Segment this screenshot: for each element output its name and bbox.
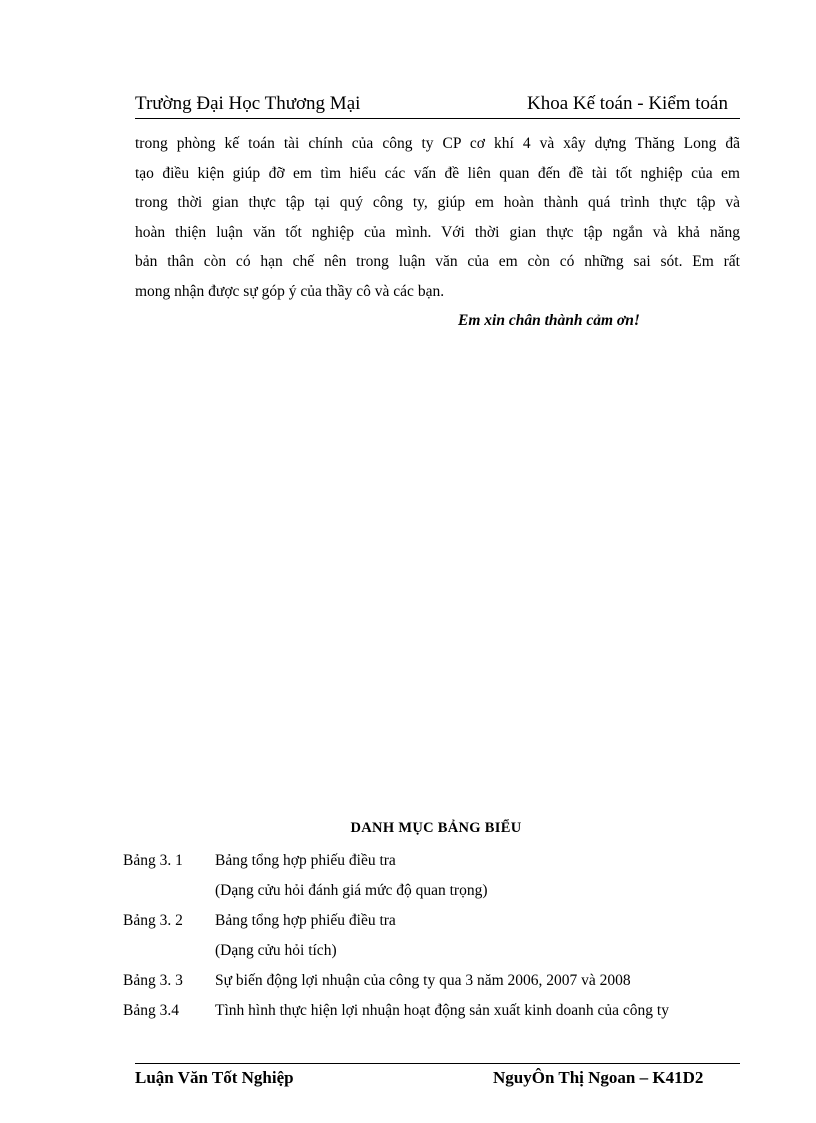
acknowledgement-paragraph — [135, 129, 740, 307]
table-entry-desc: Bảng tổng hợp phiếu điều tra — [215, 852, 396, 869]
footer-rule — [135, 1063, 740, 1064]
table-entry-code: Bảng 3.4 — [123, 1002, 179, 1019]
paragraph-line: hoàn thiện luận văn tốt nghiệp của mình. Với thời gian thực tập ngắn và khả năng — [135, 223, 740, 241]
paragraph-line: trong phòng kế toán tài chính của công ty CP cơ khí 4 và xây dựng Thăng Long đã — [135, 135, 740, 152]
paragraph-line: tạo điều kiện giúp đỡ em tìm hiểu các vấn đề liên quan đến đề tài tốt nghiệp của em — [135, 164, 740, 182]
table-entry-sub: (Dạng cửu hỏi đánh giá mức độ quan trọng) — [215, 882, 488, 899]
table-entry-code: Bảng 3. 3 — [123, 972, 183, 989]
table-entry-desc: Tình hình thực hiện lợi nhuận hoạt động sản xuất kinh doanh của công ty — [215, 1002, 669, 1019]
page-header — [135, 92, 740, 119]
table-entry-desc: Bảng tổng hợp phiếu điều tra — [215, 912, 396, 929]
table-entry-code: Bảng 3. 1 — [123, 852, 183, 869]
paragraph-line: mong nhận được sự góp ý của thầy cô và các bạn. — [135, 282, 445, 300]
table-list-title: DANH MỤC BẢNG BIỂU — [350, 820, 522, 836]
paragraph-line: trong thời gian thực tập tại quý công ty, giúp em hoàn thành quá trình thực tập và — [135, 194, 740, 212]
table-entry-desc: Sự biến động lợi nhuận của công ty qua 3 năm 2006, 2007 và 2008 — [215, 972, 631, 989]
table-entry-code: Bảng 3. 2 — [123, 912, 183, 929]
paragraph-line: bản thân còn có hạn chế nên trong luận văn của em còn có những sai sót. Em rất — [135, 253, 740, 271]
footer-title: Luận Văn Tốt Nghiệp — [135, 1068, 294, 1087]
table-entry-sub: (Dạng cửu hỏi tích) — [215, 942, 337, 959]
header-faculty: Khoa Kế toán - Kiểm toán — [526, 93, 728, 114]
header-school: Trường Đại Học Thương Mại — [135, 93, 361, 114]
thanks-line: Em xin chân thành cảm ơn! — [458, 312, 640, 329]
footer-author: NguyÔn Thị Ngoan – K41D2 — [493, 1068, 704, 1087]
